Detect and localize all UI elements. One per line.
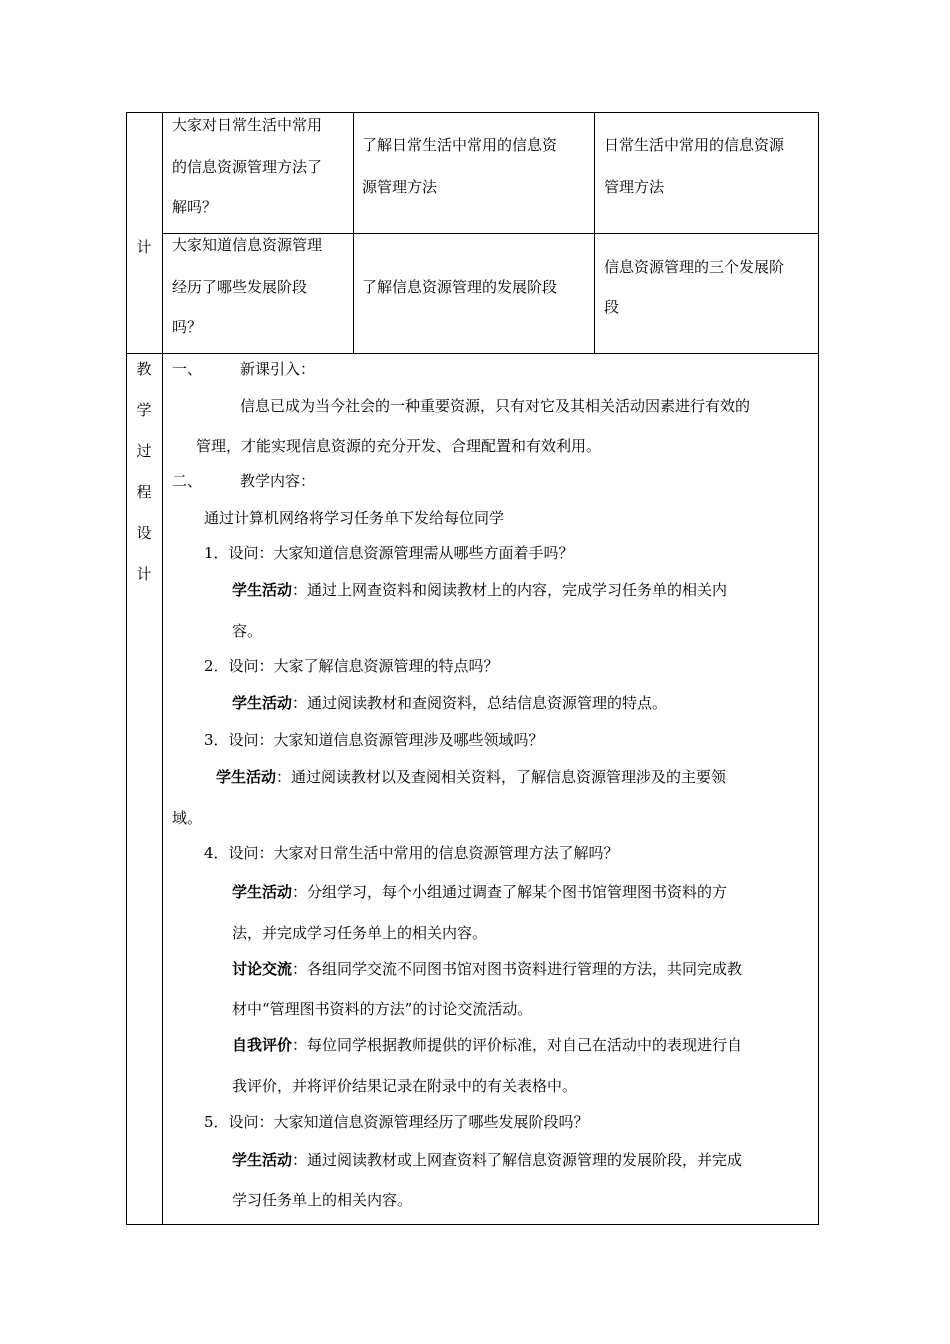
q3-activity-line1 — [216, 766, 726, 787]
row1-content-line2: 管理方法 — [604, 178, 665, 196]
q4-discussion-line2: 材中“管理图书资料的方法”的讨论交流活动。 — [232, 1000, 533, 1018]
question-4: 4．设问：大家对日常生活中常用的信息资源管理方法了解吗？ — [204, 844, 619, 862]
row2-question-line2: 经历了哪些发展阶段 — [172, 278, 308, 296]
question-2: 2．设问：大家了解信息资源管理的特点吗？ — [204, 657, 499, 675]
side-label-char-4: 程 — [136, 483, 152, 501]
side-label-char-1: 教 — [136, 360, 152, 378]
q4-activity-label: 学生活动 — [232, 883, 293, 901]
q4-evaluation-line1 — [232, 1034, 742, 1055]
row1-goal-line2: 源管理方法 — [362, 178, 438, 196]
q5-activity-text: ：通过阅读教材或上网查资料了解信息资源管理的发展阶段，并完成 — [292, 1151, 743, 1169]
row1-question-line2: 的信息资源管理方法了 — [172, 158, 323, 176]
q4-evaluation-line2: 我评价，并将评价结果记录在附录中的有关表格中。 — [232, 1077, 578, 1095]
row1-goal-line1: 了解日常生活中常用的信息资 — [362, 136, 558, 154]
q5-activity-line2: 学习任务单上的相关内容。 — [232, 1191, 413, 1209]
section2-number: 二、 — [172, 472, 203, 490]
row1-content-line1: 日常生活中常用的信息资源 — [604, 136, 785, 154]
q3-activity-text: ：通过阅读教材以及查阅相关资料，了解信息资源管理涉及的主要领 — [276, 768, 727, 786]
side-label-char-5: 设 — [136, 524, 152, 542]
section1-number: 一、 — [172, 360, 203, 378]
row2-question-line3: 吗？ — [172, 318, 203, 336]
section1-title: 新课引入： — [240, 360, 316, 378]
section2-title: 教学内容： — [240, 472, 316, 490]
row1-question-line3: 解吗？ — [172, 198, 218, 216]
q2-activity-text: ：通过阅读教材和查阅资料，总结信息资源管理的特点。 — [292, 694, 668, 712]
q1-activity-line2: 容。 — [232, 622, 263, 640]
q1-activity-label: 学生活动 — [232, 581, 293, 599]
q4-evaluation-label: 自我评价 — [232, 1036, 293, 1054]
side-label-char-2: 学 — [136, 401, 152, 419]
q3-activity-line2: 域。 — [172, 809, 203, 827]
row2-content-line1: 信息资源管理的三个发展阶 — [604, 258, 785, 276]
question-1: 1．设问：大家知道信息资源管理需从哪些方面着手吗？ — [204, 544, 574, 562]
question-5: 5．设问：大家知道信息资源管理经历了哪些发展阶段吗？ — [204, 1113, 589, 1131]
side-label-char-6: 计 — [136, 565, 152, 583]
q4-discussion-text: ：各组同学交流不同图书馆对图书资料进行管理的方法，共同完成教 — [292, 960, 743, 978]
q4-discussion-label: 讨论交流 — [232, 960, 293, 978]
dispatch-line: 通过计算机网络将学习任务单下发给每位同学 — [204, 509, 505, 527]
q5-activity-line1 — [232, 1149, 742, 1170]
q4-discussion-line1 — [232, 958, 742, 979]
intro-paragraph-line1: 信息已成为当今社会的一种重要资源，只有对它及其相关活动因素进行有效的 — [240, 397, 751, 415]
side-label-ji: 计 — [136, 238, 152, 256]
q4-activity-text: ：分组学习，每个小组通过调查了解某个图书馆管理图书资料的方 — [292, 883, 728, 901]
q3-activity-label: 学生活动 — [216, 768, 277, 786]
row1-question-line1: 大家对日常生活中常用 — [172, 116, 323, 134]
side-label-char-3: 过 — [136, 442, 152, 460]
q2-activity-label: 学生活动 — [232, 694, 293, 712]
q4-activity-line2: 法，并完成学习任务单上的相关内容。 — [232, 924, 488, 942]
row2-goal-line1: 了解信息资源管理的发展阶段 — [362, 278, 558, 296]
intro-paragraph-line2: 管理，才能实现信息资源的充分开发、合理配置和有效利用。 — [196, 437, 602, 455]
q1-activity-line1 — [232, 579, 727, 600]
q2-activity-line1 — [232, 692, 667, 713]
q4-evaluation-text: ：每位同学根据教师提供的评价标准，对自己在活动中的表现进行自 — [292, 1036, 743, 1054]
q1-activity-text: ：通过上网查资料和阅读教材上的内容，完成学习任务单的相关内 — [292, 581, 728, 599]
row2-question-line1: 大家知道信息资源管理 — [172, 236, 323, 254]
row2-content-line2: 段 — [604, 298, 620, 316]
q4-activity-line1 — [232, 881, 727, 902]
question-3: 3．设问：大家知道信息资源管理涉及哪些领域吗？ — [204, 731, 544, 749]
q5-activity-label: 学生活动 — [232, 1151, 293, 1169]
